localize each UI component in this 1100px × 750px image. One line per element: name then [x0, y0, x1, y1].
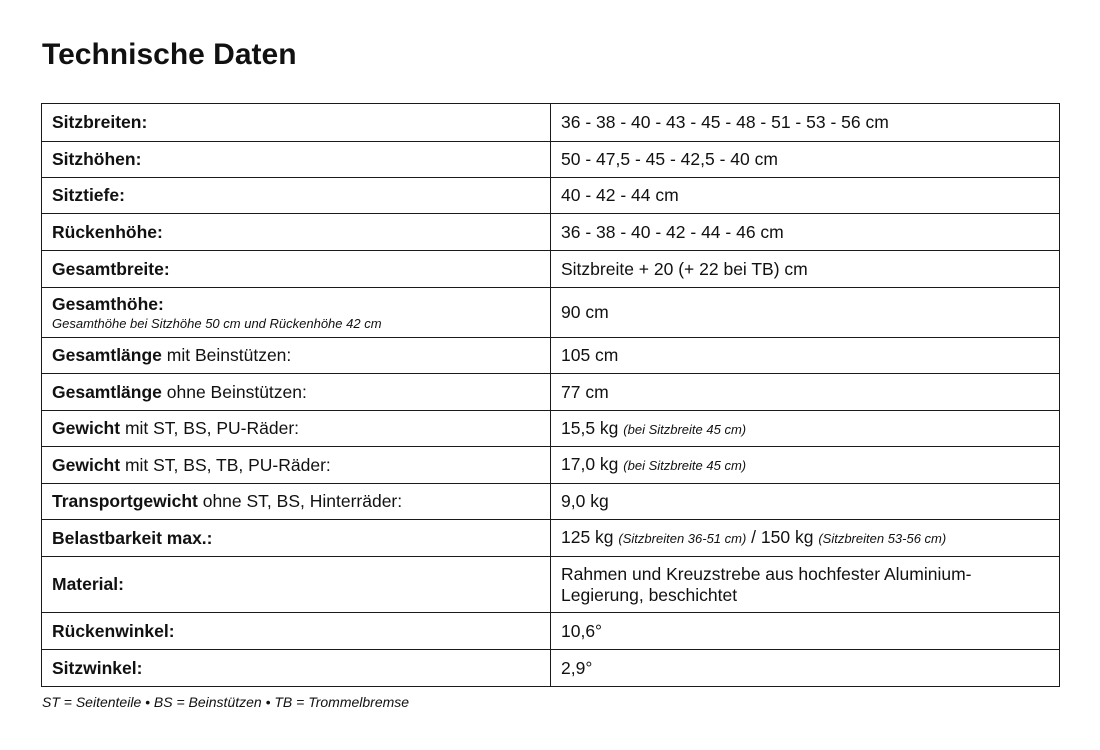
row-value: 77 cm	[551, 374, 1060, 411]
label-rest: ohne Beinstützen:	[161, 381, 307, 402]
label-bold: Gesamtbreite:	[52, 258, 170, 279]
row-label	[42, 338, 551, 374]
row-value: 90 cm	[551, 288, 1060, 338]
row-label	[42, 214, 551, 251]
row-label	[42, 447, 551, 484]
row-value: 2,9°	[551, 650, 1060, 687]
value-note-b: (Sitzbreiten 53-56 cm)	[818, 531, 947, 546]
table-row	[42, 104, 1060, 142]
row-label	[42, 484, 551, 520]
table-row	[42, 338, 1060, 374]
row-value: 50 - 47,5 - 45 - 42,5 - 40 cm	[551, 142, 1060, 178]
row-value: 105 cm	[551, 338, 1060, 374]
table-row	[42, 613, 1060, 650]
row-value: Sitzbreite + 20 (+ 22 bei TB) cm	[551, 251, 1060, 288]
label-bold: Belastbarkeit max.:	[52, 527, 213, 548]
label-bold: Material:	[52, 574, 124, 594]
table-row	[42, 411, 1060, 447]
label-bold: Gewicht	[52, 454, 121, 475]
label-bold: Sitzbreiten:	[52, 112, 148, 132]
label-rest: ohne ST, BS, Hinterräder:	[197, 491, 403, 511]
value-b: 150 kg	[760, 527, 814, 547]
table-row	[42, 520, 1060, 557]
row-value	[551, 447, 1060, 484]
label-rest: mit ST, BS, PU-Räder:	[120, 418, 300, 438]
label-rest: mit Beinstützen:	[161, 345, 292, 365]
value-note: (bei Sitzbreite 45 cm)	[623, 421, 747, 437]
row-label	[42, 520, 551, 557]
value-main: 17,0 kg	[561, 454, 619, 474]
row-value	[551, 520, 1060, 557]
table-row	[42, 447, 1060, 484]
value-separator: /	[746, 527, 761, 547]
value-a: 125 kg	[561, 527, 614, 547]
label-bold: Sitzwinkel:	[52, 657, 143, 678]
row-label	[42, 374, 551, 411]
label-bold: Gesamtlänge	[52, 381, 162, 402]
page-title: Technische Daten	[42, 38, 297, 71]
table-row	[42, 650, 1060, 687]
value-main: 15,5 kg	[561, 417, 619, 438]
table-row	[42, 214, 1060, 251]
row-value: 36 - 38 - 40 - 43 - 45 - 48 - 51 - 53 - 56 cm	[551, 104, 1060, 142]
row-label	[42, 142, 551, 178]
value-note: (bei Sitzbreite 45 cm)	[623, 458, 747, 473]
table-row	[42, 251, 1060, 288]
label-bold: Gesamthöhe:	[52, 293, 164, 314]
label-bold: Rückenwinkel:	[52, 620, 175, 641]
row-value: 36 - 38 - 40 - 42 - 44 - 46 cm	[551, 214, 1060, 251]
table-row	[42, 557, 1060, 613]
value-line-2: Legierung, beschichtet	[561, 584, 738, 605]
row-label	[42, 613, 551, 650]
label-rest: mit ST, BS, TB, PU-Räder:	[120, 454, 331, 475]
label-bold: Gesamtlänge	[52, 345, 162, 365]
label-bold: Gewicht	[52, 418, 121, 438]
row-label	[42, 411, 551, 447]
row-value: 9,0 kg	[551, 484, 1060, 520]
row-label	[42, 288, 551, 338]
row-value: 40 - 42 - 44 cm	[551, 178, 1060, 214]
row-label	[42, 104, 551, 142]
row-value	[551, 411, 1060, 447]
row-label	[42, 557, 551, 613]
row-value: 10,6°	[551, 613, 1060, 650]
table-row	[42, 142, 1060, 178]
table-row	[42, 288, 1060, 338]
spec-table	[41, 103, 1060, 687]
label-bold: Rückenhöhe:	[52, 221, 163, 242]
row-label	[42, 178, 551, 214]
table-row	[42, 484, 1060, 520]
value-note-a: (Sitzbreiten 36-51 cm)	[618, 531, 747, 546]
label-note: Gesamthöhe bei Sitzhöhe 50 cm und Rückenhöhe 42 cm	[52, 315, 382, 331]
label-bold: Sitzhöhen:	[52, 149, 142, 169]
row-label	[42, 650, 551, 687]
row-label	[42, 251, 551, 288]
footnote: ST = Seitenteile • BS = Beinstützen • TB = Trommelbremse	[42, 694, 410, 710]
row-value	[551, 557, 1060, 613]
table-row	[42, 374, 1060, 411]
label-bold: Transportgewicht	[52, 491, 198, 511]
value-line-1: Rahmen und Kreuzstrebe aus hochfester Aluminium-	[561, 563, 972, 584]
label-bold: Sitztiefe:	[52, 185, 125, 205]
table-row	[42, 178, 1060, 214]
